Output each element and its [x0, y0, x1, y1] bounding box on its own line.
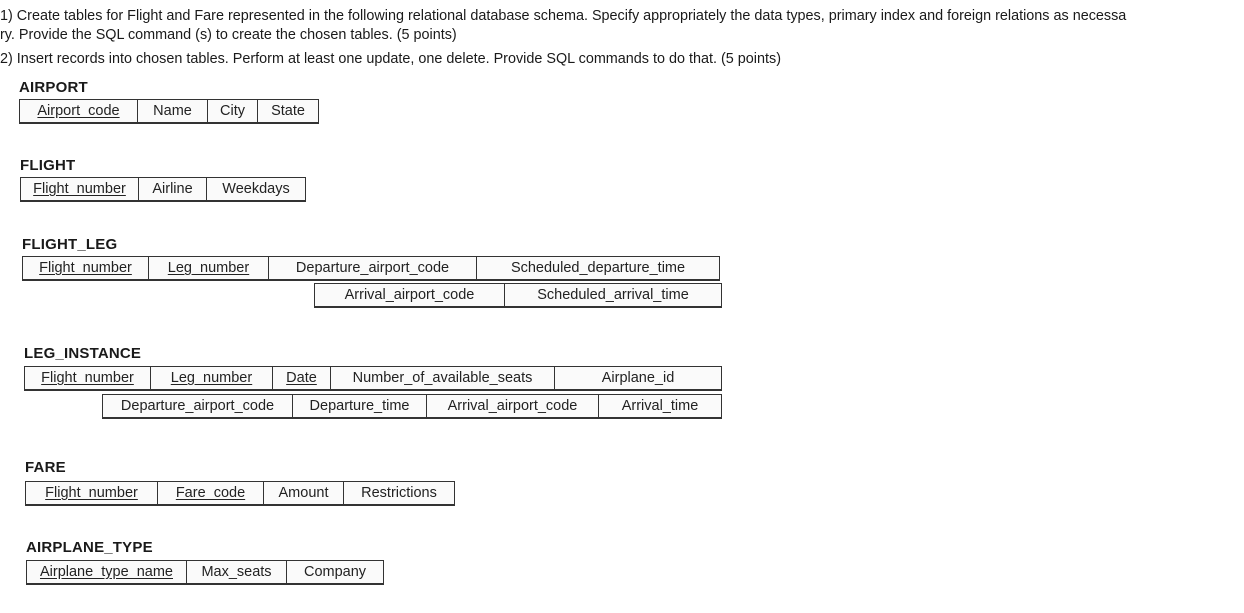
flight-attr-flight-number: Flight_number: [21, 178, 139, 200]
leg-instance-relation-row-1: [24, 366, 722, 391]
flight-leg-attr-departure-airport-code: Departure_airport_code: [269, 257, 477, 279]
leg-instance-attr-flight-number: Flight_number: [25, 367, 151, 389]
leg-instance-relation-row-2: [102, 394, 722, 419]
flight-leg-attr-scheduled-arrival-time: Scheduled_arrival_time: [537, 287, 689, 303]
leg-instance-attr-departure-time: Departure_time: [293, 395, 427, 417]
flight-leg-attr-flight-number: Flight_number: [23, 257, 149, 279]
airport-attr-airport-code: Airport_code: [20, 100, 138, 122]
fare-attr-restrictions: Restrictions: [361, 485, 437, 501]
leg-instance-attr-arrival-time: Arrival_time: [621, 398, 699, 414]
flight-leg-attr-arrival-airport-code: Arrival_airport_code: [315, 284, 505, 306]
table-name-fare: FARE: [25, 459, 66, 476]
table-name-flight-leg: FLIGHT_LEG: [22, 236, 118, 253]
flight-leg-relation-row-1: [22, 256, 720, 281]
table-name-airplane-type: AIRPLANE_TYPE: [26, 539, 153, 556]
fare-relation: [25, 481, 455, 506]
question-line-3: 2) Insert records into chosen tables. Perform at least one update, one delete. Provide SQL commands to do that. (5 points): [0, 51, 781, 67]
flight-attr-weekdays: Weekdays: [222, 181, 290, 197]
fare-attr-fare-code: Fare_code: [158, 482, 264, 504]
airplane-type-attr-max-seats: Max_seats: [187, 561, 287, 583]
leg-instance-attr-date: Date: [273, 367, 331, 389]
airport-relation: [19, 99, 319, 124]
airport-attr-state: State: [271, 103, 305, 119]
leg-instance-attr-arrival-airport-code: Arrival_airport_code: [427, 395, 599, 417]
airport-attr-name: Name: [138, 100, 208, 122]
flight-relation: [20, 177, 306, 202]
table-name-leg-instance: LEG_INSTANCE: [24, 345, 142, 362]
fare-attr-flight-number: Flight_number: [26, 482, 158, 504]
flight-leg-attr-scheduled-departure-time: Scheduled_departure_time: [510, 260, 686, 276]
fare-attr-amount: Amount: [264, 482, 344, 504]
airplane-type-relation: [26, 560, 384, 585]
question-line-2: ry. Provide the SQL command (s) to create the chosen tables. (5 points): [0, 27, 457, 43]
table-name-airport: AIRPORT: [19, 79, 88, 96]
leg-instance-attr-leg-number: Leg_number: [151, 367, 273, 389]
flight-attr-airline: Airline: [139, 178, 207, 200]
leg-instance-attr-departure-airport-code: Departure_airport_code: [103, 395, 293, 417]
airport-attr-city: City: [208, 100, 258, 122]
table-name-flight: FLIGHT: [20, 157, 76, 174]
airplane-type-attr-airplane-type-name: Airplane_type_name: [27, 561, 187, 583]
airplane-type-attr-company: Company: [303, 564, 367, 580]
flight-leg-attr-leg-number: Leg_number: [149, 257, 269, 279]
question-line-1: 1) Create tables for Flight and Fare represented in the following relational database schema. Specify appropriately the data types, primary index and foreign relations as necessa: [0, 8, 1127, 24]
leg-instance-attr-number-of-available-seats: Number_of_available_seats: [331, 367, 555, 389]
flight-leg-relation-row-2: [314, 283, 722, 308]
leg-instance-attr-airplane-id: Airplane_id: [601, 370, 675, 386]
